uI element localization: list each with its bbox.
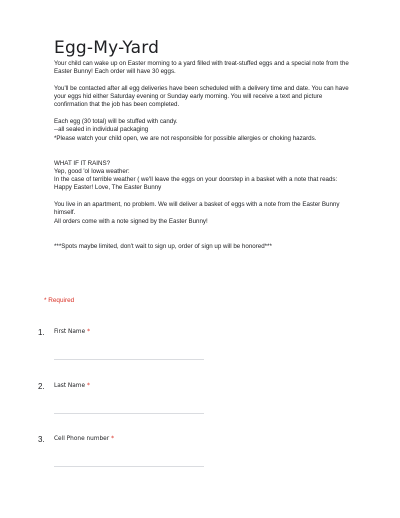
- description-line: Yep, good 'ol Iowa weather:: [54, 167, 130, 175]
- description-line: --all sealed in individual packaging: [54, 126, 149, 134]
- first-name-input[interactable]: [54, 355, 204, 360]
- question-number: 3.: [38, 435, 45, 444]
- question-label: [54, 383, 90, 389]
- form-title: Egg-My-Yard: [54, 38, 160, 58]
- question-number: 2.: [38, 382, 45, 391]
- description-line: *Please watch your child open, we are not responsible for possible allergies or choking hazards.: [54, 134, 317, 142]
- required-note: * Required: [44, 297, 75, 304]
- question-label-text: First Name: [54, 329, 86, 335]
- description-line: In the case of terrible weather ( we'll leave the eggs on your doorstep in a basket with a note that reads:: [54, 176, 338, 184]
- required-asterisk: *: [87, 329, 91, 335]
- required-asterisk: *: [87, 383, 90, 389]
- description-paragraph: You'll be contacted after all egg deliveries have been scheduled with a delivery time and date. You can have your eggs hid either Saturday evening or Sunday early morning. You will receive a text and picture confirmation that the job has been completed.: [54, 84, 349, 109]
- question-number: 1.: [38, 328, 45, 337]
- last-name-input[interactable]: [54, 409, 204, 414]
- description-paragraph: Your child can wake up on Easter morning to a yard filled with treat-stuffed eggs and a special note from the Easter Bunny! Each order will have 30 eggs.: [54, 60, 349, 76]
- question-label: [54, 436, 114, 442]
- description-paragraph: [54, 160, 354, 193]
- cell-phone-input[interactable]: [54, 462, 204, 467]
- description-line: All orders come with a note signed by the Easter Bunny!: [54, 217, 208, 225]
- description-paragraph: [54, 201, 354, 226]
- description-line: WHAT IF IT RAINS?: [54, 159, 111, 167]
- description-paragraph: [54, 118, 354, 143]
- question-label-text: Cell Phone number: [54, 436, 110, 442]
- question-label-text: Last Name: [54, 383, 86, 389]
- form-description: [54, 60, 354, 259]
- description-line: Happy Easter! Love, The Easter Bunny: [54, 184, 162, 192]
- required-asterisk: *: [111, 436, 115, 442]
- description-line: Each egg (30 total) will be stuffed with candy.: [54, 118, 178, 126]
- question-label: [54, 329, 90, 335]
- description-line: You live in an apartment, no problem. We will deliver a basket of eggs with a note from the Easter Bunny himself.: [54, 201, 340, 217]
- description-paragraph: ***Spots maybe limited, don't wait to sign up, order of sign up will be honored***: [54, 242, 272, 250]
